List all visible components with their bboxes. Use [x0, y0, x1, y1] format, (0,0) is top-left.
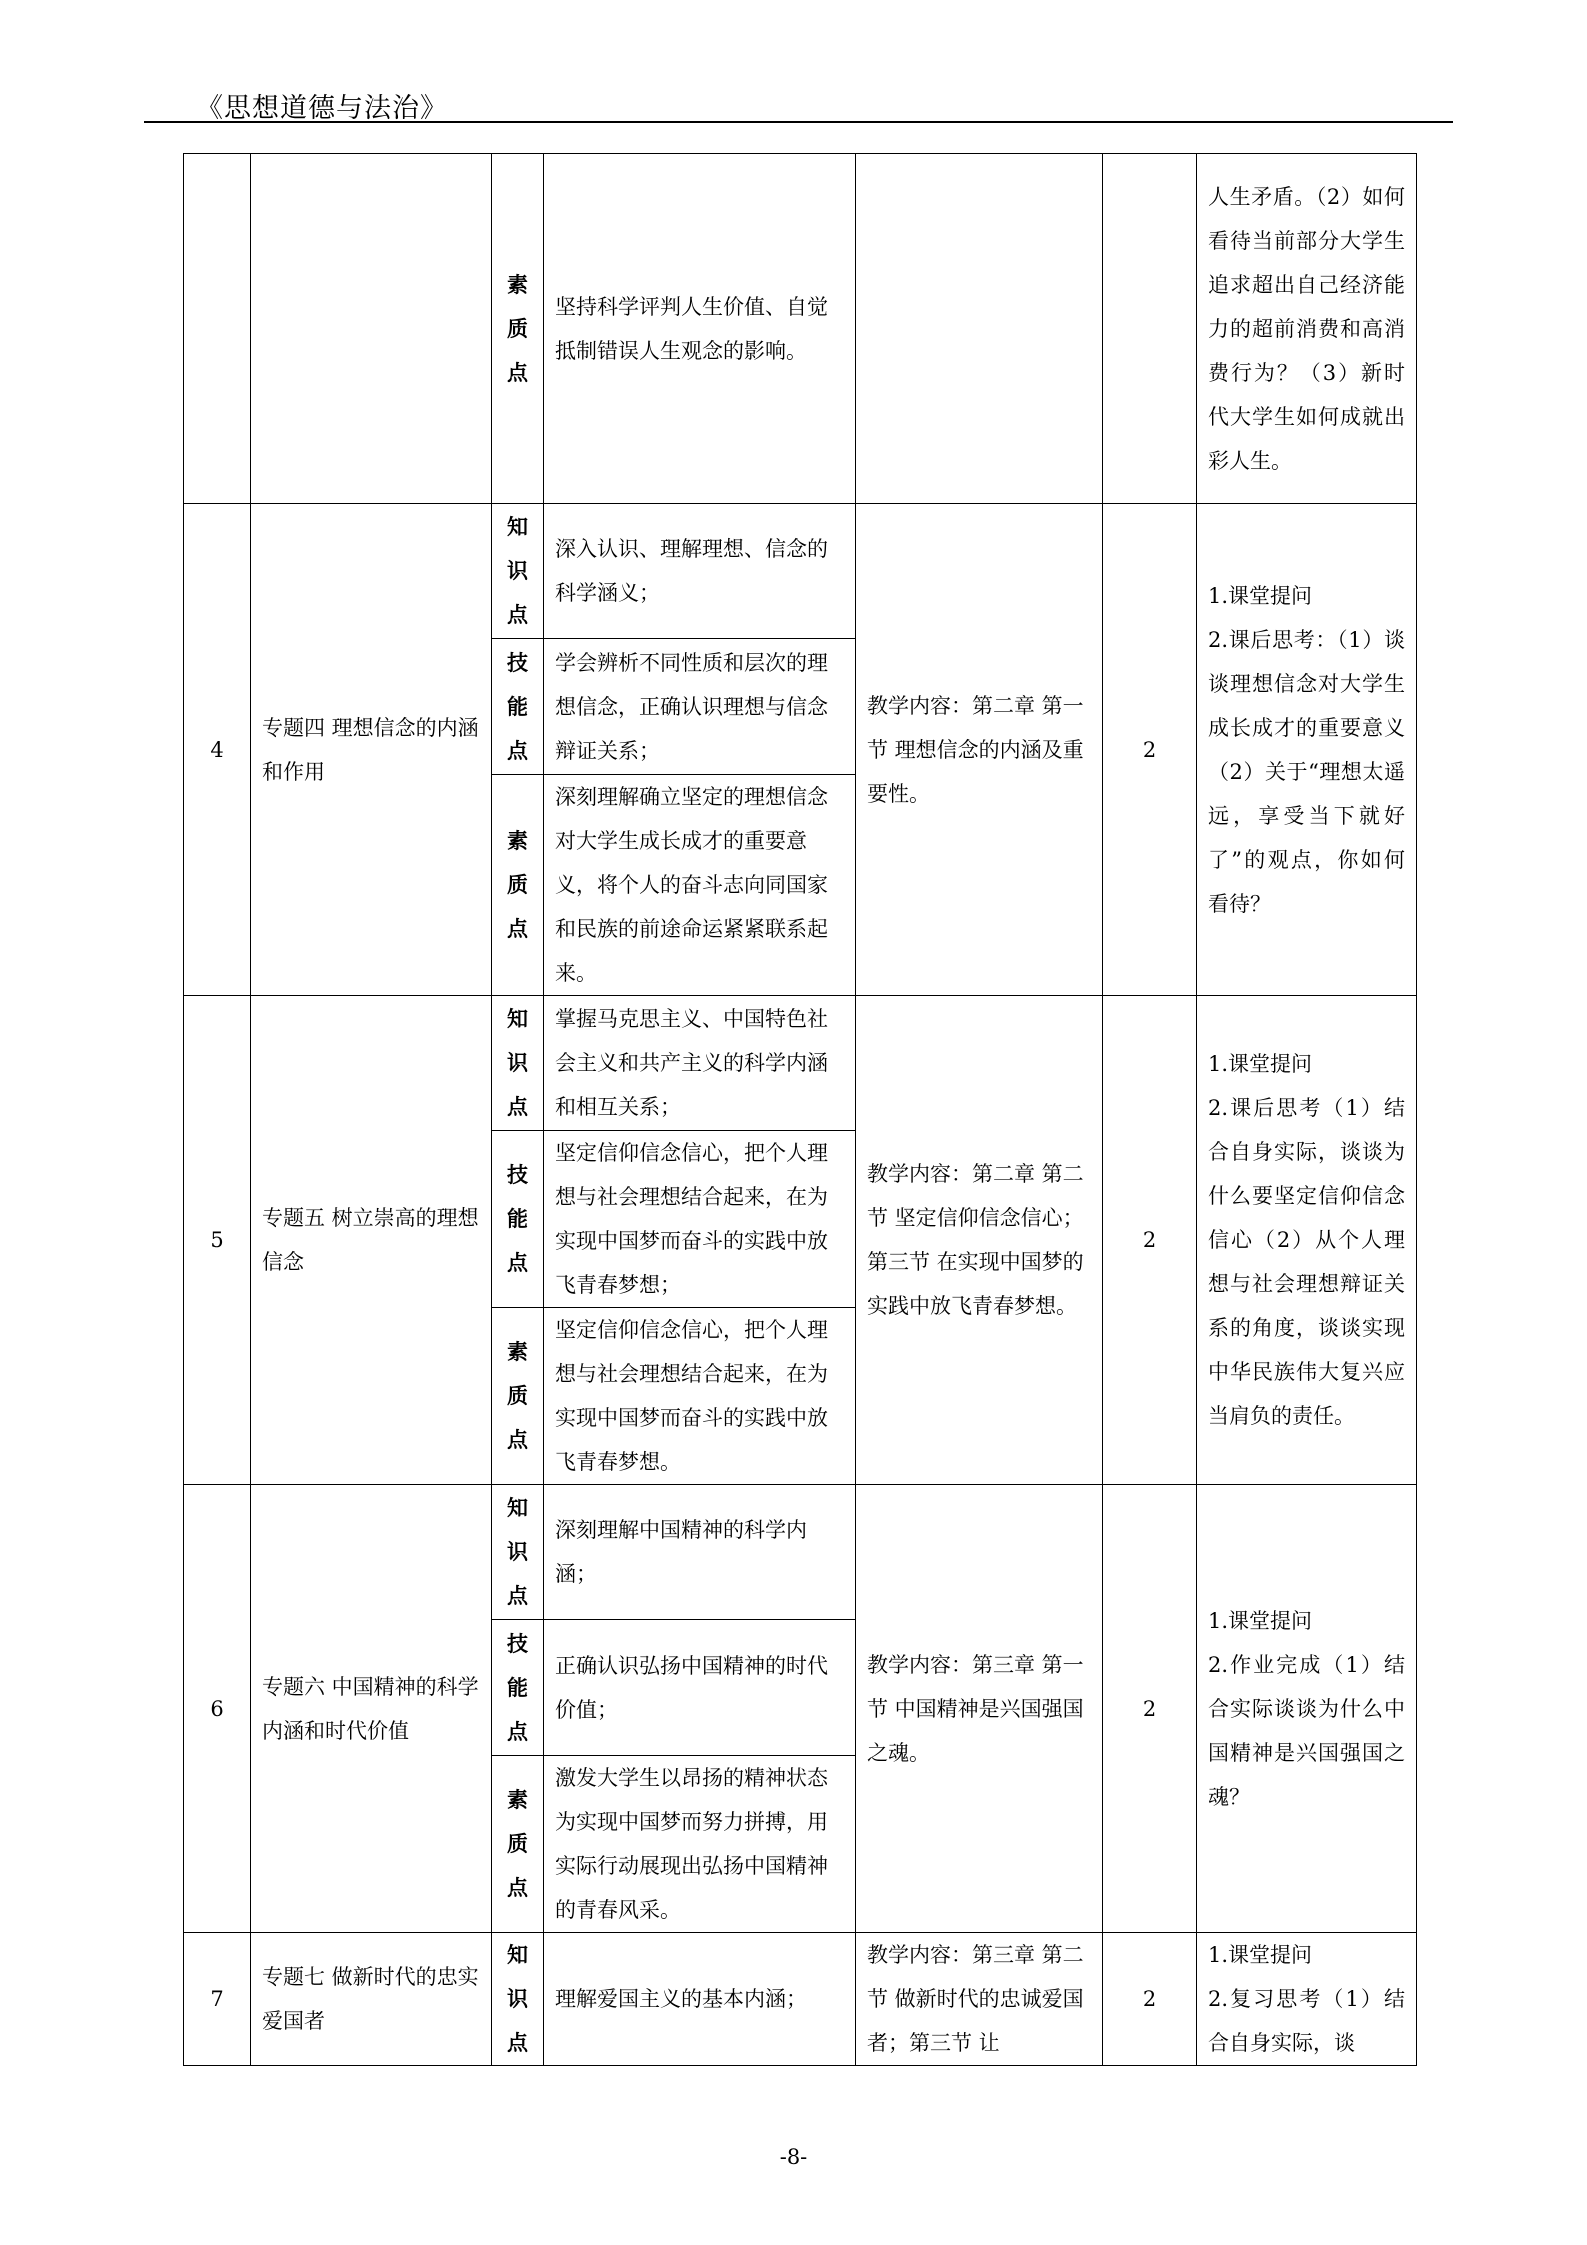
point-type-label: 知识点 — [492, 1933, 544, 2066]
teaching-content: 教学内容：第二章 第二节 坚定信仰信念信心；第三节 在实现中国梦的实践中放飞青春梦想。 — [856, 996, 1103, 1485]
syllabus-table — [183, 153, 1417, 2066]
row-number: 7 — [184, 1933, 251, 2066]
point-type-label: 知识点 — [492, 504, 544, 639]
assessment-cell: 1.课堂提问 2.作业完成（1）结合实际谈谈为什么中国精神是兴国强国之魂？ — [1197, 1485, 1417, 1933]
teaching-content — [856, 154, 1103, 504]
point-description: 深刻理解中国精神的科学内涵； — [544, 1485, 856, 1620]
point-type-label: 知识点 — [492, 1485, 544, 1620]
point-description: 掌握马克思主义、中国特色社会主义和共产主义的科学内涵和相互关系； — [544, 996, 856, 1131]
point-description: 深入认识、理解理想、信念的科学涵义； — [544, 504, 856, 639]
assessment-cell: 人生矛盾。（2）如何看待当前部分大学生追求超出自己经济能力的超前消费和高消费行为？（3）新时代大学生如何成就出彩人生。 — [1197, 154, 1417, 504]
topic-cell: 专题七 做新时代的忠实爱国者 — [251, 1933, 492, 2066]
row-number: 5 — [184, 996, 251, 1485]
point-description: 坚定信仰信念信心，把个人理想与社会理想结合起来，在为实现中国梦而奋斗的实践中放飞青春梦想； — [544, 1131, 856, 1308]
row-number: 6 — [184, 1485, 251, 1933]
point-type-label: 素质点 — [492, 1308, 544, 1485]
table-row — [184, 1933, 1417, 2066]
assessment-cell: 1.课堂提问 2.课后思考：（1）谈谈理想信念对大学生成长成才的重要意义（2）关于“理想太遥远，享受当下就好了”的观点，你如何看待？ — [1197, 504, 1417, 996]
topic-cell — [251, 154, 492, 504]
table-row — [184, 1485, 1417, 1620]
teaching-content: 教学内容：第三章 第一节 中国精神是兴国强国之魂。 — [856, 1485, 1103, 1933]
point-description: 坚持科学评判人生价值、自觉抵制错误人生观念的影响。 — [544, 154, 856, 504]
table-row — [184, 154, 1417, 504]
table-row — [184, 504, 1417, 639]
point-description: 理解爱国主义的基本内涵； — [544, 1933, 856, 2066]
point-type-label: 技能点 — [492, 639, 544, 775]
point-description: 坚定信仰信念信心，把个人理想与社会理想结合起来，在为实现中国梦而奋斗的实践中放飞青春梦想。 — [544, 1308, 856, 1485]
class-hours — [1103, 154, 1197, 504]
teaching-content: 教学内容：第三章 第二节 做新时代的忠诚爱国者；第三节 让 — [856, 1933, 1103, 2066]
class-hours: 2 — [1103, 1933, 1197, 2066]
point-type-label: 素质点 — [492, 775, 544, 996]
topic-cell: 专题四 理想信念的内涵和作用 — [251, 504, 492, 996]
row-number — [184, 154, 251, 504]
class-hours: 2 — [1103, 1485, 1197, 1933]
class-hours: 2 — [1103, 504, 1197, 996]
point-description: 深刻理解确立坚定的理想信念对大学生成长成才的重要意义，将个人的奋斗志向同国家和民族的前途命运紧紧联系起来。 — [544, 775, 856, 996]
point-type-label: 知识点 — [492, 996, 544, 1131]
topic-cell: 专题五 树立崇高的理想信念 — [251, 996, 492, 1485]
assessment-cell: 1.课堂提问 2.课后思考（1）结合自身实际，谈谈为什么要坚定信仰信念信心（2）从个人理想与社会理想辩证关系的角度，谈谈实现中华民族伟大复兴应当肩负的责任。 — [1197, 996, 1417, 1485]
point-description: 激发大学生以昂扬的精神状态为实现中国梦而努力拼搏，用实际行动展现出弘扬中国精神的青春风采。 — [544, 1756, 856, 1933]
row-number: 4 — [184, 504, 251, 996]
teaching-content: 教学内容：第二章 第一节 理想信念的内涵及重要性。 — [856, 504, 1103, 996]
page-number: -8- — [779, 2145, 808, 2169]
class-hours: 2 — [1103, 996, 1197, 1485]
table-row — [184, 996, 1417, 1131]
point-type-label: 技能点 — [492, 1131, 544, 1308]
assessment-cell: 1.课堂提问 2.复习思考（1）结合自身实际，谈 — [1197, 1933, 1417, 2066]
document-header-title: 《思想道德与法治》 — [196, 93, 448, 124]
point-description: 正确认识弘扬中国精神的时代价值； — [544, 1620, 856, 1756]
point-type-label: 素质点 — [492, 1756, 544, 1933]
point-type-label: 技能点 — [492, 1620, 544, 1756]
point-description: 学会辨析不同性质和层次的理想信念，正确认识理想与信念辩证关系； — [544, 639, 856, 775]
header-divider — [144, 121, 1453, 123]
topic-cell: 专题六 中国精神的科学内涵和时代价值 — [251, 1485, 492, 1933]
point-type-label: 素质点 — [492, 154, 544, 504]
